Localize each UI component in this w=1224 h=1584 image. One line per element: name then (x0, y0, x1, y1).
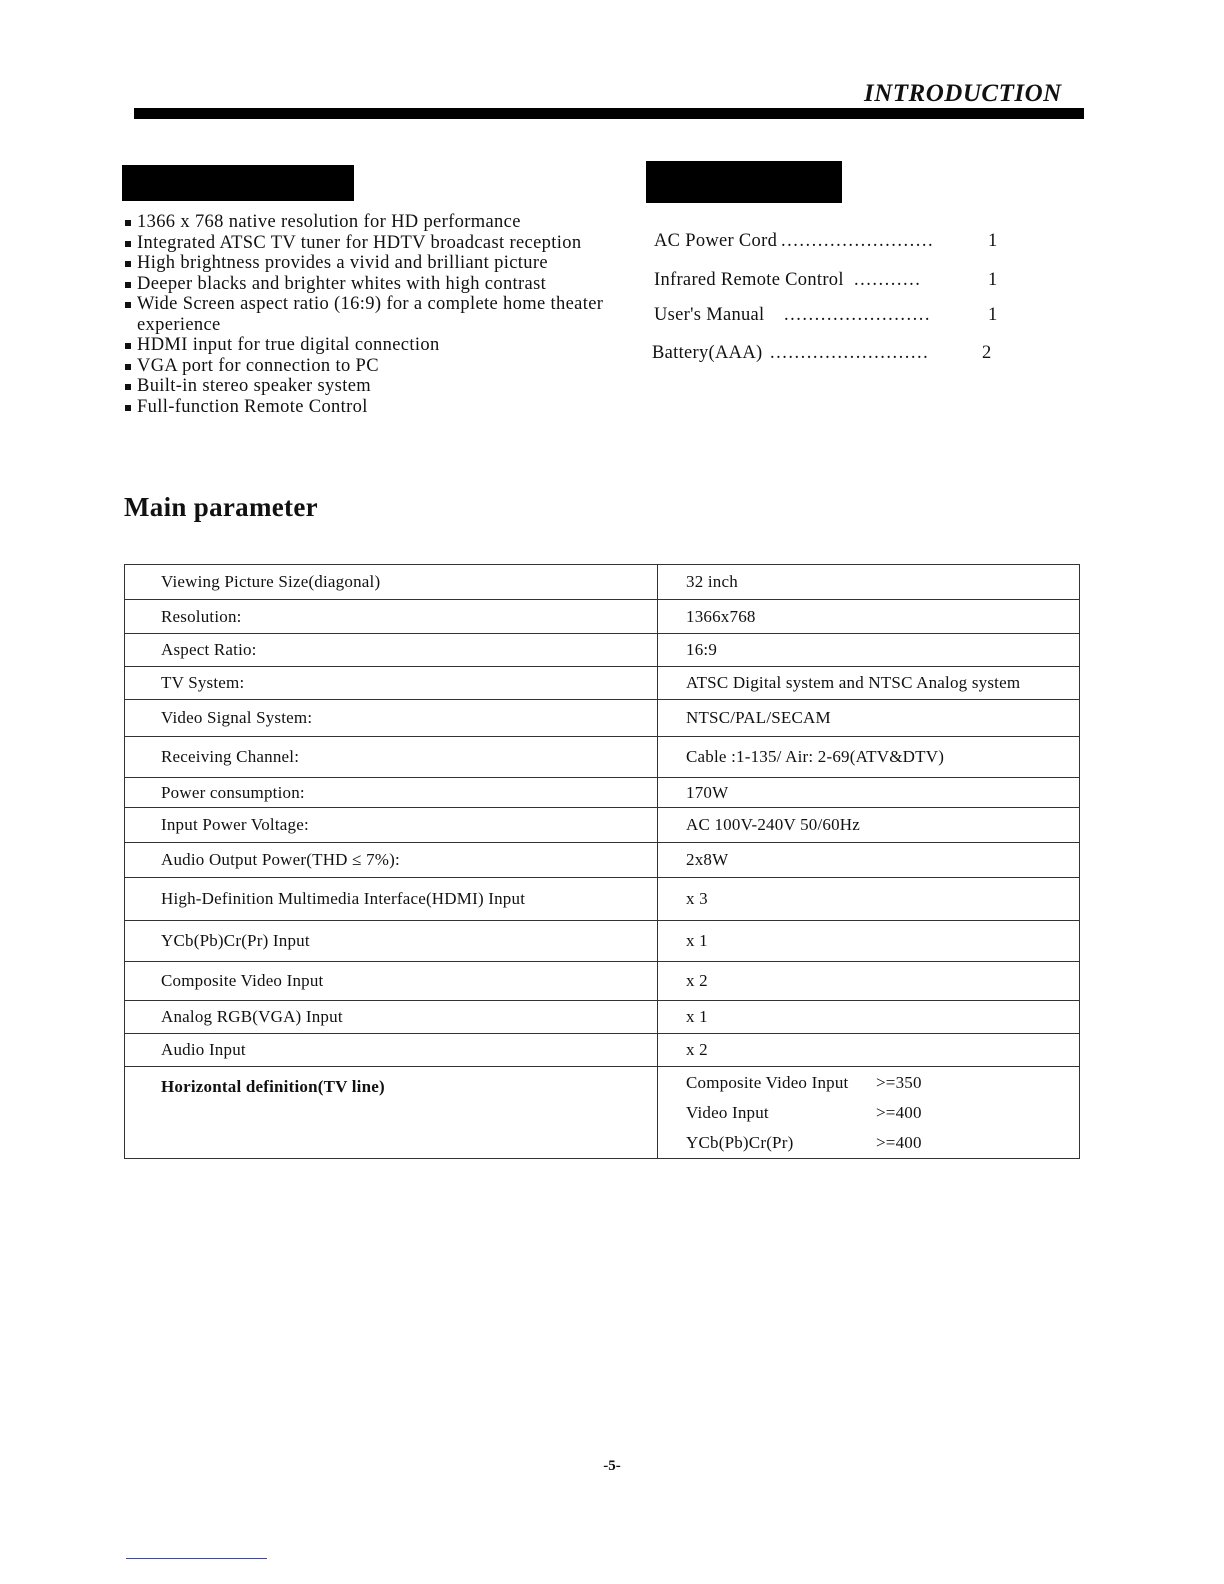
param-value: 16:9 (658, 634, 1080, 667)
param-value: 170W (658, 778, 1080, 808)
table-row (125, 667, 1080, 700)
param-value: NTSC/PAL/SECAM (658, 700, 1080, 737)
feature-item: Built-in stereo speaker system (124, 376, 634, 397)
feature-item: 1366 x 768 native resolution for HD performance (124, 212, 634, 233)
feature-item: VGA port for connection to PC (124, 356, 634, 377)
hd-entry (686, 1128, 1079, 1158)
param-label: Resolution: (125, 600, 658, 634)
accessory-qty: 1 (988, 305, 998, 325)
accessory-qty: 2 (982, 343, 992, 363)
param-value: AC 100V-240V 50/60Hz (658, 808, 1080, 843)
accessory-name: AC Power Cord (654, 231, 778, 251)
hd-entry-value: >=350 (876, 1072, 922, 1092)
param-label: TV System: (125, 667, 658, 700)
table-row (125, 878, 1080, 921)
param-value: ATSC Digital system and NTSC Analog system (658, 667, 1080, 700)
hd-entry (686, 1098, 1079, 1128)
param-label: Power consumption: (125, 778, 658, 808)
accessory-qty: 1 (988, 231, 998, 251)
param-label: Audio Output Power(THD ≤ 7%): (125, 843, 658, 878)
hd-entry-name: Composite Video Input (686, 1072, 849, 1092)
features-list (124, 212, 634, 417)
header-rule (134, 108, 1084, 119)
table-row (125, 921, 1080, 962)
accessory-qty: 1 (988, 270, 998, 290)
param-value: x 1 (658, 921, 1080, 962)
feature-item: HDMI input for true digital connection (124, 335, 634, 356)
hd-entry-value: >=400 (876, 1132, 922, 1152)
accessory-row (652, 343, 1002, 367)
param-value: 32 inch (658, 565, 1080, 600)
table-row (125, 962, 1080, 1001)
horizontal-definition-values (658, 1067, 1080, 1159)
table-row (125, 808, 1080, 843)
param-label: Input Power Voltage: (125, 808, 658, 843)
accessory-dots: ........................ (784, 305, 931, 325)
hd-entry (686, 1068, 1079, 1098)
table-row (125, 1034, 1080, 1067)
accessory-row (654, 231, 1004, 255)
table-row (125, 1001, 1080, 1034)
param-label: Analog RGB(VGA) Input (125, 1001, 658, 1034)
table-row (125, 1067, 1080, 1159)
feature-item: Deeper blacks and brighter whites with high contrast (124, 274, 634, 295)
accessory-name: Infrared Remote Control (654, 270, 844, 290)
table-row (125, 600, 1080, 634)
feature-item: Integrated ATSC TV tuner for HDTV broadcast reception (124, 233, 634, 254)
param-value: x 2 (658, 962, 1080, 1001)
footer-link-underline (126, 1558, 267, 1559)
accessory-dots: ......................... (781, 231, 935, 251)
param-value: x 3 (658, 878, 1080, 921)
feature-item: Full-function Remote Control (124, 397, 634, 418)
accessory-dots: ........... (854, 270, 922, 290)
accessory-dots: .......................... (770, 343, 930, 363)
section-title: INTRODUCTION (864, 80, 1062, 107)
param-value: 1366x768 (658, 600, 1080, 634)
table-row (125, 778, 1080, 808)
accessory-row (654, 305, 1004, 329)
param-label: Composite Video Input (125, 962, 658, 1001)
hd-entry-name: Video Input (686, 1102, 769, 1122)
main-parameter-heading: Main parameter (124, 492, 318, 522)
accessory-name: User's Manual (654, 305, 765, 325)
table-row (125, 843, 1080, 878)
hd-entry-value: >=400 (876, 1102, 922, 1122)
accessory-row (654, 270, 1004, 294)
accessory-name: Battery(AAA) (652, 343, 763, 363)
param-label: High-Definition Multimedia Interface(HDMI) Input (125, 878, 658, 921)
param-label: Receiving Channel: (125, 737, 658, 778)
param-label: Aspect Ratio: (125, 634, 658, 667)
param-label: Video Signal System: (125, 700, 658, 737)
page-number: -5- (603, 1458, 621, 1474)
table-row (125, 634, 1080, 667)
param-label: Audio Input (125, 1034, 658, 1067)
table-row (125, 565, 1080, 600)
param-value: x 1 (658, 1001, 1080, 1034)
features-heading-bar (122, 165, 354, 201)
param-label: Viewing Picture Size(diagonal) (125, 565, 658, 600)
table-row (125, 737, 1080, 778)
param-label: Horizontal definition(TV line) (125, 1067, 658, 1159)
feature-item: Wide Screen aspect ratio (16:9) for a complete home theater experience (124, 294, 634, 335)
hd-entry-name: YCb(Pb)Cr(Pr) (686, 1132, 794, 1152)
param-value: x 2 (658, 1034, 1080, 1067)
param-value: 2x8W (658, 843, 1080, 878)
feature-item: High brightness provides a vivid and brilliant picture (124, 253, 634, 274)
param-label: YCb(Pb)Cr(Pr) Input (125, 921, 658, 962)
parameter-table (124, 564, 1080, 1159)
accessories-heading-bar (646, 161, 842, 203)
table-row (125, 700, 1080, 737)
param-value: Cable :1-135/ Air: 2-69(ATV&DTV) (658, 737, 1080, 778)
